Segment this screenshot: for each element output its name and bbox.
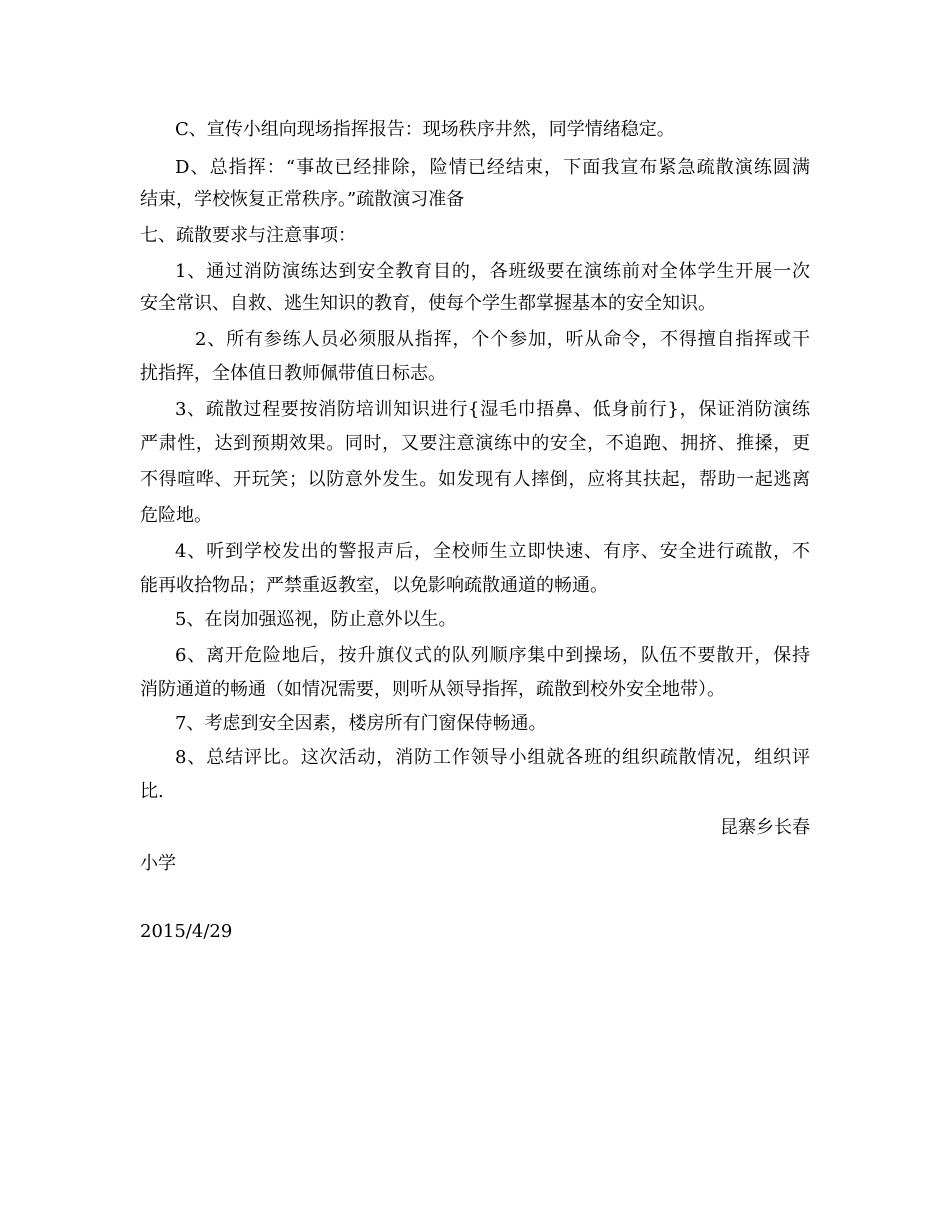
paragraph-line: 不得喧哗、开玩笑；以防意外发生。如发现有人摔倒，应将其扶起，帮助一起逃离 — [140, 469, 810, 490]
paragraph-line: 2、所有参练人员必须服从指挥，个个参加，听从命令，不得擅自指挥或干 — [195, 329, 810, 350]
signature-school: 昆寨乡长春 — [720, 817, 810, 838]
paragraph-line: 6、离开危险地后，按升旗仪式的队列顺序集中到操场，队伍不要散开，保持 — [175, 645, 810, 666]
section-heading: 七、疏散要求与注意事项： — [140, 225, 356, 246]
paragraph-line: 严肃性，达到预期效果。同时，又要注意演练中的安全，不追跑、拥挤、推搡，更 — [140, 433, 810, 454]
paragraph-line: 结束，学校恢复正常秩序。”疏散演习准备 — [140, 189, 465, 210]
paragraph-line: 能再收拾物品；严禁重返教室，以免影响疏散通道的畅通。 — [140, 575, 608, 596]
signature-school-continued: 小学 — [140, 853, 176, 874]
paragraph-line: 比. — [140, 781, 164, 802]
paragraph-line: 4、听到学校发出的警报声后，全校师生立即快速、有序、安全进行疏散，不 — [175, 541, 810, 562]
paragraph-line: 3、疏散过程要按消防培训知识进行{湿毛巾捂鼻、低身前行}，保证消防演练 — [175, 399, 810, 420]
paragraph-line: 1、通过消防演练达到安全教育目的，各班级要在演练前对全体学生开展一次 — [175, 261, 810, 282]
paragraph-line: 扰指挥，全体值日教师佩带值日标志。 — [140, 363, 446, 384]
paragraph-line: 5、在岗加强巡视，防止意外以生。 — [175, 609, 457, 630]
paragraph-line: 7、考虑到安全因素，楼房所有门窗保侍畅通。 — [175, 713, 547, 734]
paragraph-line: C、宣传小组向现场指挥报告：现场秩序井然，同学情绪稳定。 — [175, 119, 675, 140]
paragraph-line: 安全常识、自救、逃生知识的教育，使每个学生都掌握基本的安全知识。 — [140, 293, 716, 314]
paragraph-line: 消防通道的畅通（如情况需要，则听从领导指挥，疏散到校外安全地带）。 — [140, 679, 725, 700]
paragraph-line: 8、总结评比。这次活动，消防工作领导小组就各班的组织疏散情况，组织评 — [175, 747, 810, 768]
document-date: 2015/4/29 — [140, 921, 233, 942]
paragraph-line: D、总指挥：“事故已经排除，险情已经结束，下面我宣布紧急疏散演练圆满 — [175, 157, 810, 178]
paragraph-line: 危险地。 — [140, 505, 212, 526]
